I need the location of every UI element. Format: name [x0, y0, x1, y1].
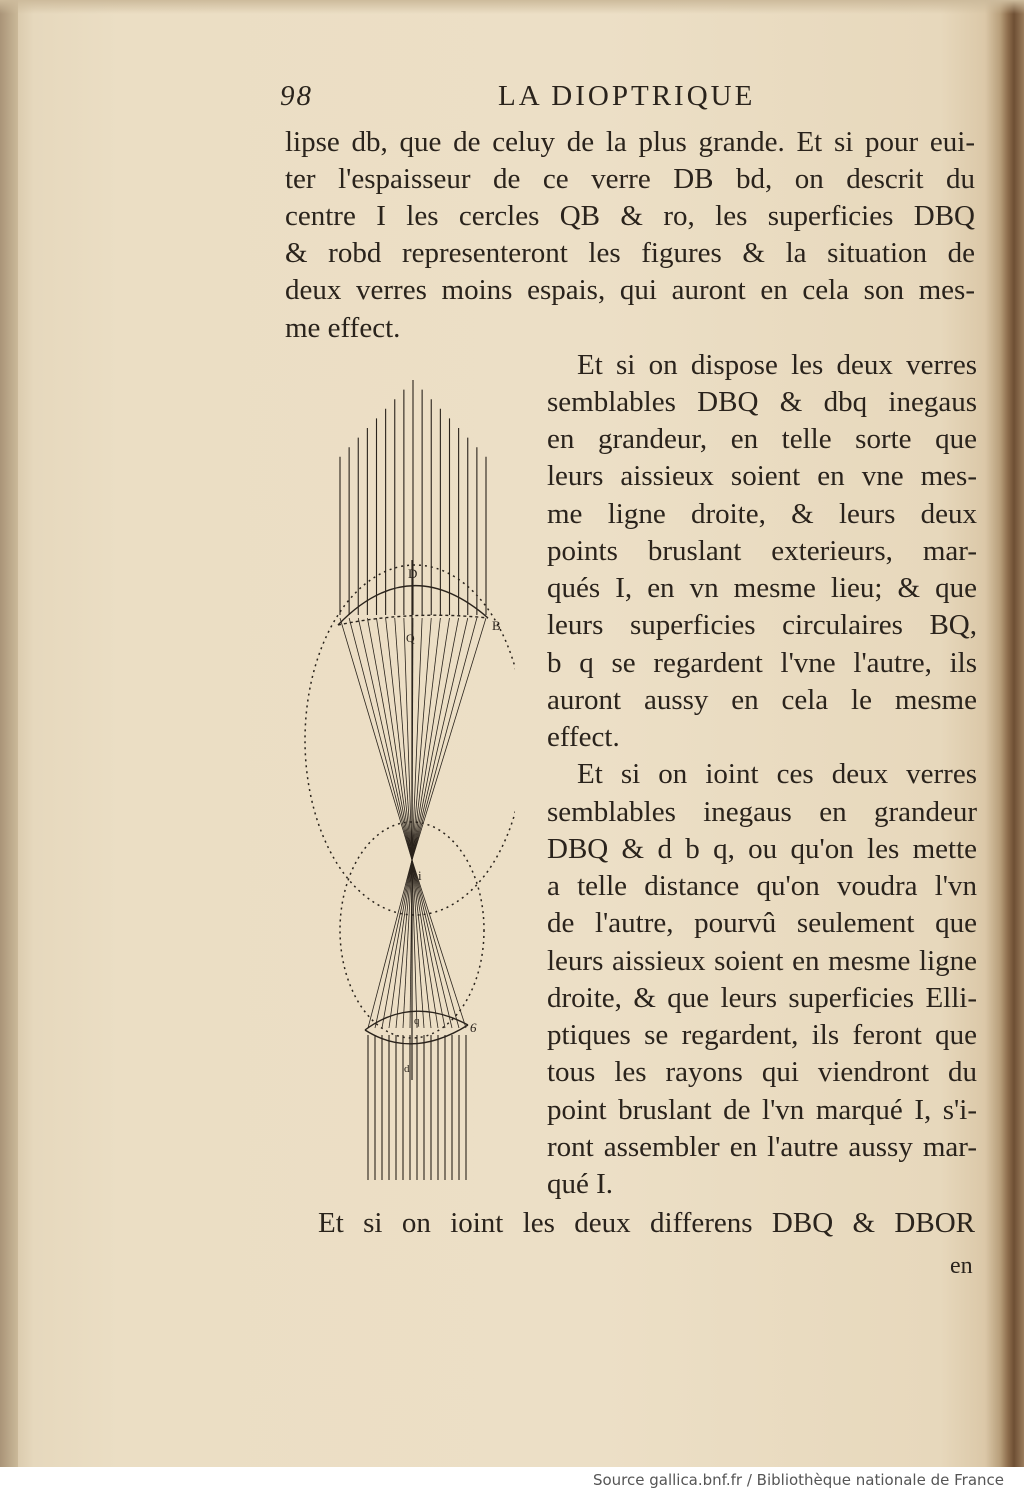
page-number: 98: [280, 80, 313, 112]
label-q-lower: q: [414, 1015, 420, 1027]
converging-ray: [395, 618, 412, 860]
lens-diagram: [300, 360, 515, 1210]
text-line: deux verres moins espais, qui auront en cela son mes-: [285, 274, 975, 306]
text-line: effect.: [547, 721, 620, 753]
label-q-upper: Q: [406, 631, 415, 645]
text-line: tous les rayons qui viendront du: [547, 1056, 977, 1088]
diverging-rays-lower: [368, 860, 466, 1028]
text-line: centre I les cercles QB & ro, les superficies DBQ: [285, 200, 975, 232]
text-line: ter l'espaisseur de ce verre DB bd, on descrit du: [285, 163, 975, 195]
text-line: a telle distance qu'on voudra l'vn: [547, 870, 977, 902]
diverging-ray: [412, 860, 466, 1028]
diverging-ray: [389, 860, 412, 1028]
page-top-edge: [0, 0, 1024, 14]
diverging-ray: [412, 860, 459, 1028]
text-line: droite, & que leurs superficies Elli-: [547, 982, 977, 1014]
text-line: me ligne droite, & leurs deux: [547, 498, 977, 530]
diverging-ray: [375, 860, 412, 1028]
diverging-ray: [368, 860, 412, 1028]
converging-ray: [340, 618, 412, 860]
text-line: points bruslant exterieurs, mar-: [547, 535, 977, 567]
converging-ray: [412, 618, 450, 860]
label-d-lower: d: [404, 1063, 410, 1075]
text-line: Et si on ioint ces deux verres: [577, 758, 977, 790]
binding-gutter: [0, 0, 18, 1467]
catchword: en: [950, 1253, 973, 1279]
label-d-top: D: [408, 566, 418, 581]
source-footer: [0, 1467, 1024, 1497]
text-line: b q se regardent l'vne l'autre, ils: [547, 647, 977, 679]
running-header: [280, 80, 980, 120]
running-title: LA DIOPTRIQUE: [498, 80, 756, 112]
converging-ray: [377, 618, 413, 860]
text-line: leurs aissieux soient en mesme ligne: [547, 945, 977, 977]
source-credit: Source gallica.bnf.fr / Bibliothèque nationale de France: [592, 1471, 1004, 1489]
label-b-lower: 6: [470, 1020, 477, 1035]
text-line: ront assembler en l'autre aussy mar-: [547, 1131, 977, 1163]
converging-rays-upper: [340, 618, 486, 860]
text-line: & robd representeront les figures & la situation de: [285, 237, 975, 269]
text-line: me effect.: [285, 312, 401, 344]
label-i-center: i: [418, 868, 422, 883]
converging-ray: [358, 618, 412, 860]
converging-ray: [412, 618, 459, 860]
text-line: leurs superficies circulaires BQ,: [547, 609, 977, 641]
text-line: semblables DBQ & dbq inegaus: [547, 386, 977, 418]
text-line: semblables inegaus en grandeur: [547, 796, 977, 828]
text-line: point bruslant de l'vn marqué I, s'i-: [547, 1094, 977, 1126]
text-line: ptiques se regardent, ils feront que: [547, 1019, 977, 1051]
text-line: Et si on dispose les deux verres: [577, 349, 977, 381]
text-line: DBQ & d b q, ou qu'on les mette: [547, 833, 977, 865]
text-line: lipse db, que de celuy de la plus grande. Et si pour eui-: [285, 126, 975, 158]
label-b-right: B: [492, 618, 501, 633]
converging-ray: [349, 618, 412, 860]
text-line: leurs aissieux soient en vne mes-: [547, 460, 977, 492]
text-line: de l'autre, pourvû seulement que: [547, 907, 977, 939]
text-line: qué I.: [547, 1168, 614, 1200]
converging-ray: [412, 618, 440, 860]
text-line: en grandeur, en telle sorte que: [547, 423, 977, 455]
outgoing-rays-bottom: [368, 1035, 466, 1180]
text-line: auront aussy en cela le mesme: [547, 684, 977, 716]
text-line: Et si on ioint les deux differens DBQ & DBOR: [318, 1207, 975, 1239]
text-line: qués I, en vn mesme lieu; & que: [547, 572, 977, 604]
